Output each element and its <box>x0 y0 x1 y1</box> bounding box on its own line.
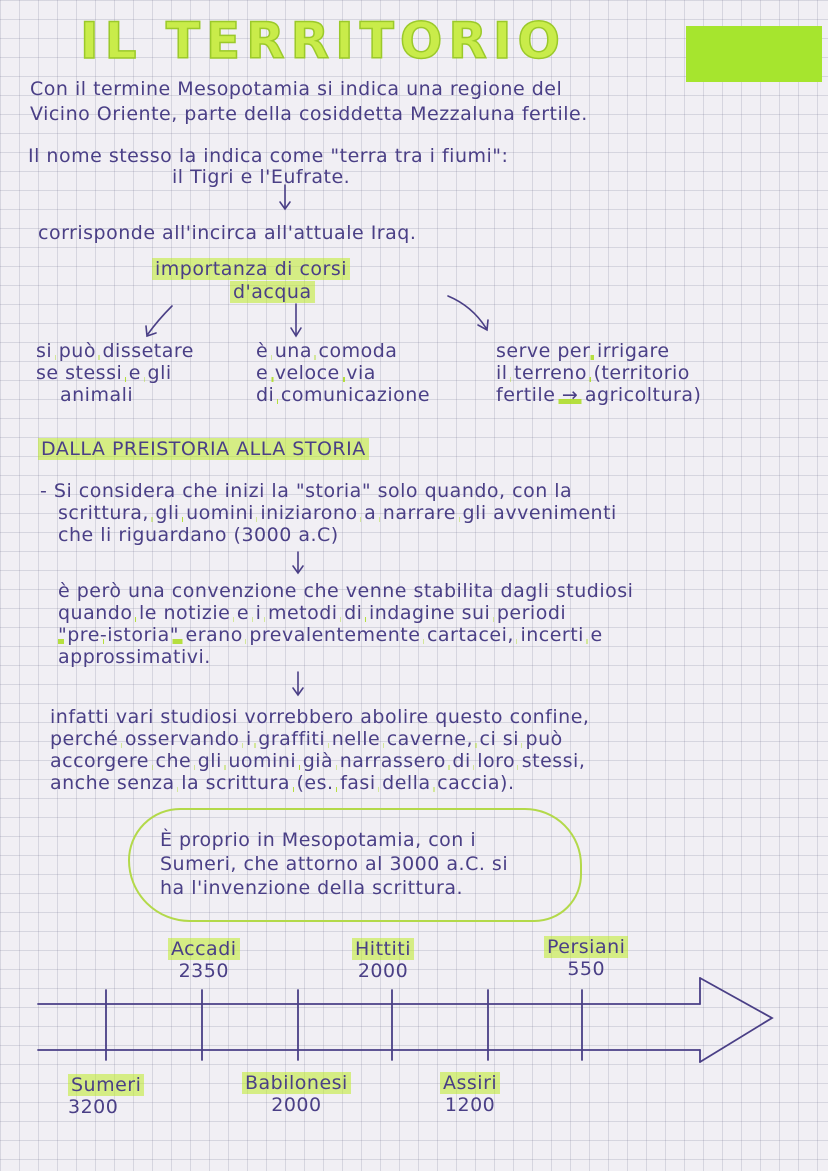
rivers-middle-1: è una comoda <box>256 340 398 362</box>
name-line-2: il Tigri e l'Eufrate. <box>172 166 351 188</box>
rivers-right-1: serve per irrigare <box>496 340 670 362</box>
rivers-left-3: animali <box>60 384 134 406</box>
intro-line-2: Vicino Oriente, parte della cosiddetta Mezzaluna fertile. <box>30 103 588 125</box>
section2-p1-line-3: che li riguardano (3000 a.C) <box>58 524 339 546</box>
section2-p3-line-1: infatti vari studiosi vorrebbero abolire questo confine, <box>50 706 590 728</box>
section2-p3-line-2: perché osservando i graffiti nelle caverne, ci si può <box>50 728 563 750</box>
name-line-1: Il nome stesso la indica come "terra tra i fiumi": <box>28 145 509 167</box>
down-arrow-icon-2 <box>293 552 303 573</box>
section2-p3-line-4: anche senza la scrittura (es. fasi della caccia). <box>50 772 515 794</box>
rivers-middle-2: e veloce via <box>256 362 376 384</box>
rivers-right-2: il terreno (territorio <box>496 362 690 384</box>
bubble-line-1: È proprio in Mesopotamia, con i <box>160 829 477 851</box>
bubble-line-3: ha l'invenzione della scrittura. <box>160 877 464 899</box>
section2-p2-line-2: quando le notizie e i metodi di indagine sui periodi <box>58 602 567 624</box>
section2-p1-line-2: scrittura, gli uomini iniziarono a narrare gli avvenimenti <box>58 502 617 524</box>
rivers-heading-1: importanza di corsi <box>152 258 350 280</box>
rivers-left-1: si può dissetare <box>36 340 194 362</box>
rivers-left-2: se stessi e gli <box>36 362 172 384</box>
intro-line-1: Con il termine Mesopotamia si indica una regione del <box>30 78 563 100</box>
timeline-above-3-name: Persiani <box>544 936 628 958</box>
timeline-above-1-year: 2350 <box>178 960 229 982</box>
section2-p2-line-1: è però una convenzione che venne stabilita dagli studiosi <box>58 580 634 602</box>
arrow-right-icon <box>448 296 488 330</box>
timeline-below-3-year: 1200 <box>444 1094 496 1116</box>
arrow-left-icon <box>146 306 172 336</box>
section2-heading: DALLA PREISTORIA ALLA STORIA <box>38 438 369 460</box>
rivers-heading-2: d'acqua <box>230 281 315 303</box>
section2-p2-line-3: "pre-istoria" erano prevalentemente cartacei, incerti e <box>58 624 603 646</box>
arrow-middle-icon <box>291 304 301 336</box>
timeline-above-3-year: 550 <box>567 958 606 980</box>
section2-p3-line-3: accorgere che gli uomini già narrassero di loro stessi, <box>50 750 586 772</box>
timeline-below-1-name: Sumeri <box>68 1074 144 1096</box>
page-title: IL TERRITORIO <box>80 12 566 70</box>
corresponds-text: corrisponde all'incirca all'attuale Iraq. <box>38 222 417 244</box>
timeline-below-1-year: 3200 <box>68 1096 119 1118</box>
down-arrow-icon <box>280 185 290 209</box>
timeline-below-2-year: 2000 <box>271 1094 322 1116</box>
rivers-right-3: fertile → agricoltura) <box>496 384 702 406</box>
timeline-above-1-name: Accadi <box>168 938 240 960</box>
timeline-above-2-year: 2000 <box>357 960 409 982</box>
section2-p2-line-4: approssimativi. <box>58 646 211 668</box>
section2-p1-line-1: - Si considera che inizi la "storia" solo quando, con la <box>40 480 573 502</box>
down-arrow-icon-3 <box>293 672 303 695</box>
timeline-above-2-name: Hittiti <box>352 938 414 960</box>
bubble-line-2: Sumeri, che attorno al 3000 a.C. si <box>160 853 509 875</box>
timeline-below-2-name: Babilonesi <box>242 1072 351 1094</box>
rivers-middle-3: di comunicazione <box>256 384 431 406</box>
timeline-below-3-name: Assiri <box>440 1072 500 1094</box>
timeline-arrow <box>38 978 772 1062</box>
